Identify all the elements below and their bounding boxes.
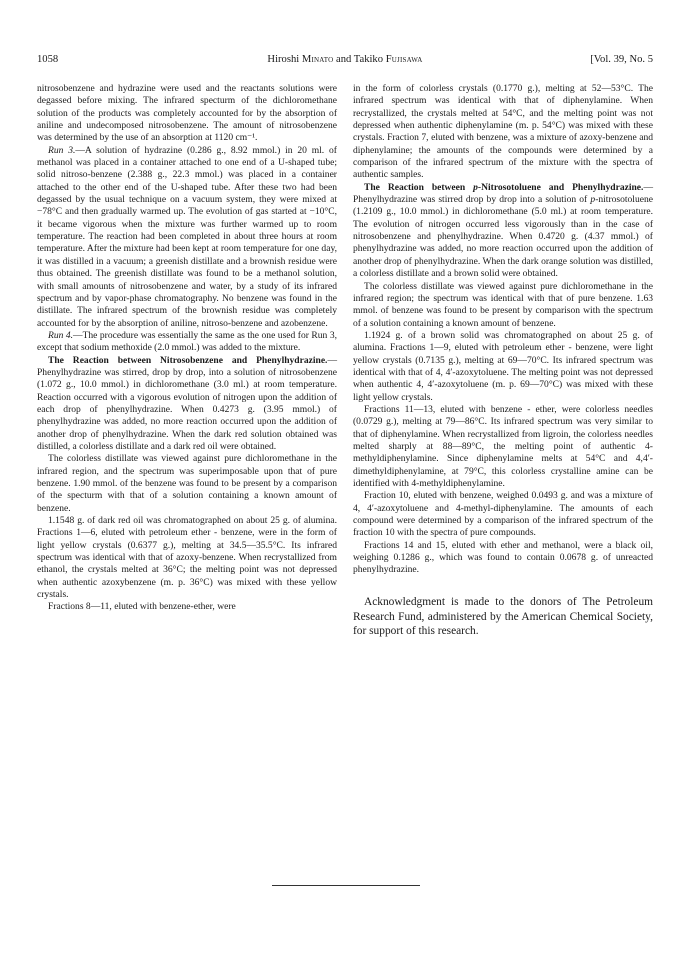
running-header: [37, 54, 653, 70]
paragraph-run-3: Run 3.—A solution of hydrazine (0.286 g., 8.92 mmol.) in 20 ml. of methanol was placed in a container attached to one end of a U-shaped tube; solid nitroso-benzene (2.388 g., 22.3 mmol.) was placed in a container attached to the other end of the U-shaped tube. After these two had been degassed by the usual technique on a vacuum system, they were mixed at −78°C and then gradually warmed up. The evolution of gas started at −10°C, it became vigorous when the mixture was further warmed up to room temperature. The reaction had been completed in about three hours at room temperature. After the mixture had been kept at room temperature for one day, it was distilled in a vacuum; a greenish distillate and a brownish residue were thus obtained. The greenish distillate was found to be a methanol solution, with small amounts of nitrosobenzene and water, by a study of its infrared spectrum and by vapor-phase chromatography. No benzene was found in the distillate. The infrared spectrum of the brownish residue was completely accounted for by the absorption of aniline, nitroso-benzene and azobenzene.: [37, 144, 337, 329]
left-column: [37, 83, 337, 614]
running-title: Hiroshi Minato and Takiko Fujisawa: [267, 54, 423, 65]
paragraph: The colorless distillate was viewed against pure dichloromethane in the infrared region, and the spectrum was superimposable upon that of pure benzene. 1.90 mmol. of the benzene was found to be present by a comparison of the specturm with that of a solution containing a known amount of benzene.: [37, 453, 337, 514]
paragraph: Fractions 11—13, eluted with benzene - ether, were colorless needles (0.0729 g.), melting at 79—86°C. Its infrared spectrum was very similar to that of diphenylamine. When recrystallized from ligroin, the colorless needles melted sharply at 88—89°C, the melting point of authentic 4-methyldiphenylamine. Since diphenylamine melts at 54°C and 4,4′-dimethyldiphenylamine, at 79°C, this colorless crystalline amine can be identified with 4-methyldiphenylamine.: [353, 403, 653, 489]
volume-info: [Vol. 39, No. 5: [590, 54, 653, 65]
paragraph: 1.1924 g. of a brown solid was chromatographed on about 25 g. of alumina. Fractions 1—9, eluted with petroleum ether - benzene, were light yellow crystals (0.7135 g.), melting at 69—70°C. Its infrared spectrum was identical with that of 4, 4′-azoxytoluene. The melting point was not depressed when authentic 4, 4′-azoxytoluene (m. p. 69—70°C) was mixed with these light yellow crystals.: [353, 329, 653, 403]
run-label: Run 3.: [48, 144, 76, 156]
paragraph: Fractions 8—11, eluted with benzene-ether, were: [48, 601, 236, 613]
author-2: Fujisawa: [385, 54, 423, 65]
section-nitrosobenzene: The Reaction between Nitrosobenzene and Phenylhydrazine.—Phenylhydrazine was stirred, drop by drop, into a solution of nitrosobenzene (1.072 g., 10.0 mmol.) in dichloromethane (3.0 ml.) at room temperature. Reaction occurred with a vigorous evolution of nitrogen upon the addition of each drop of phenylhydrazine. When 0.4273 g. (3.95 mmol.) of phenylhydrazine was added, no more reaction occurred upon the addition of another drop of phenylhydrazine. When the dark red solution obtained was distilled, a colorless distillate and a dark red oil were obtained.: [37, 354, 337, 452]
section-heading: The Reaction between Nitrosobenzene and Phenylhydrazine.: [48, 354, 328, 366]
end-rule: [272, 885, 420, 886]
right-column: [353, 83, 653, 639]
section-heading: The Reaction between p-Nitrosotoluene and Phenylhydrazine.: [364, 181, 644, 193]
author-1: Minato: [301, 54, 334, 65]
paragraph: Fraction 10, eluted with benzene, weighed 0.0493 g. and was a mixture of 4, 4′-azoxytoluene and 4-methyl-diphenylamine. The amounts of each compound were determined by a comparison of the infrared spectrum of the fraction 10 with the spectra of pure compounds.: [353, 490, 653, 539]
paragraph: 1.1548 g. of dark red oil was chromatographed on about 25 g. of alumina. Fractions 1—6, eluted with petroleum ether - benzene, were in the form of light yellow crystals (0.6377 g.), melting at 34.5—35.5°C. Its infrared spectrum was identical with that of azoxy-benzene. When recrystallized from ethanol, the crystals melted at 36°C; the melting point was not depressed when authentic azoxybenzene (m. p. 36°C) was mixed with these yellow crystals.: [37, 515, 337, 601]
section-nitrosotoluene: The Reaction between p-Nitrosotoluene and Phenylhydrazine.—Phenylhydrazine was stirred drop by drop into a solution of p-nitrosotoluene (1.2109 g., 10.0 mmol.) in dichloromethane (5.0 ml.) at room temperature. The evolution of nitrogen occurred less vigorously than in the case of nitrosobenzene and phenylhydrazine. When 0.4720 g. (4.37 mmol.) of phenylhydrazine was added, no more reaction occurred upon the addition of another drop of phenylhydrazine. When the dark orange solution was distilled, a colorless distillate and a brown solid were obtained.: [353, 181, 653, 280]
paragraph: Fractions 14 and 15, eluted with ether and methanol, were a black oil, weighing 0.1286 g., which was found to contain 0.0678 g. of unreacted phenylhydrazine.: [353, 539, 653, 576]
paragraph: nitrosobenzene and hydrazine were used and the reactants solutions were degassed before mixing. The infrared specturm of the dichloromethane solution of the products was completely accounted for by the absorption of aniline and undecomposed nitrosobenzene. The amount of nitrosobenzene was determined by the use of an absorption at 1120 cm⁻¹.: [37, 83, 337, 144]
paragraph-run-4: Run 4.—The procedure was essentially the same as the one used for Run 3, except that sodium methoxide (2.0 mmol.) was added to the mixture.: [37, 329, 337, 354]
run-label: Run 4.: [48, 329, 74, 341]
paragraph: The colorless distillate was viewed against pure dichloromethane in the infrared region; the spectrum was identical with that of pure benzene. 1.63 mmol. of benzene was found to be present by comparison with the spectrum of a solution containing a known amount of benzene.: [353, 280, 653, 329]
acknowledgment: Acknowledgment is made to the donors of The Petroleum Research Fund, administered by the American Chemical Society, for support of this research.: [353, 595, 653, 638]
paragraph: in the form of colorless crystals (0.1770 g.), melting at 52—53°C. The infrared spectrum was identical with that of diphenylamine. When recrystallized, the crystals melted at 54°C, and the melting point was not depressed when authentic diphenylamine (m. p. 54°C) was mixed with these crystals. Fraction 7, eluted with benzene, was a mixture of azoxy-benzene and diphenylamine; the amounts of the compounds were determined by a comparison of the infrared spectrum of the mixture with the spectra of authentic samples.: [353, 83, 653, 181]
page-number: 1058: [37, 54, 59, 65]
